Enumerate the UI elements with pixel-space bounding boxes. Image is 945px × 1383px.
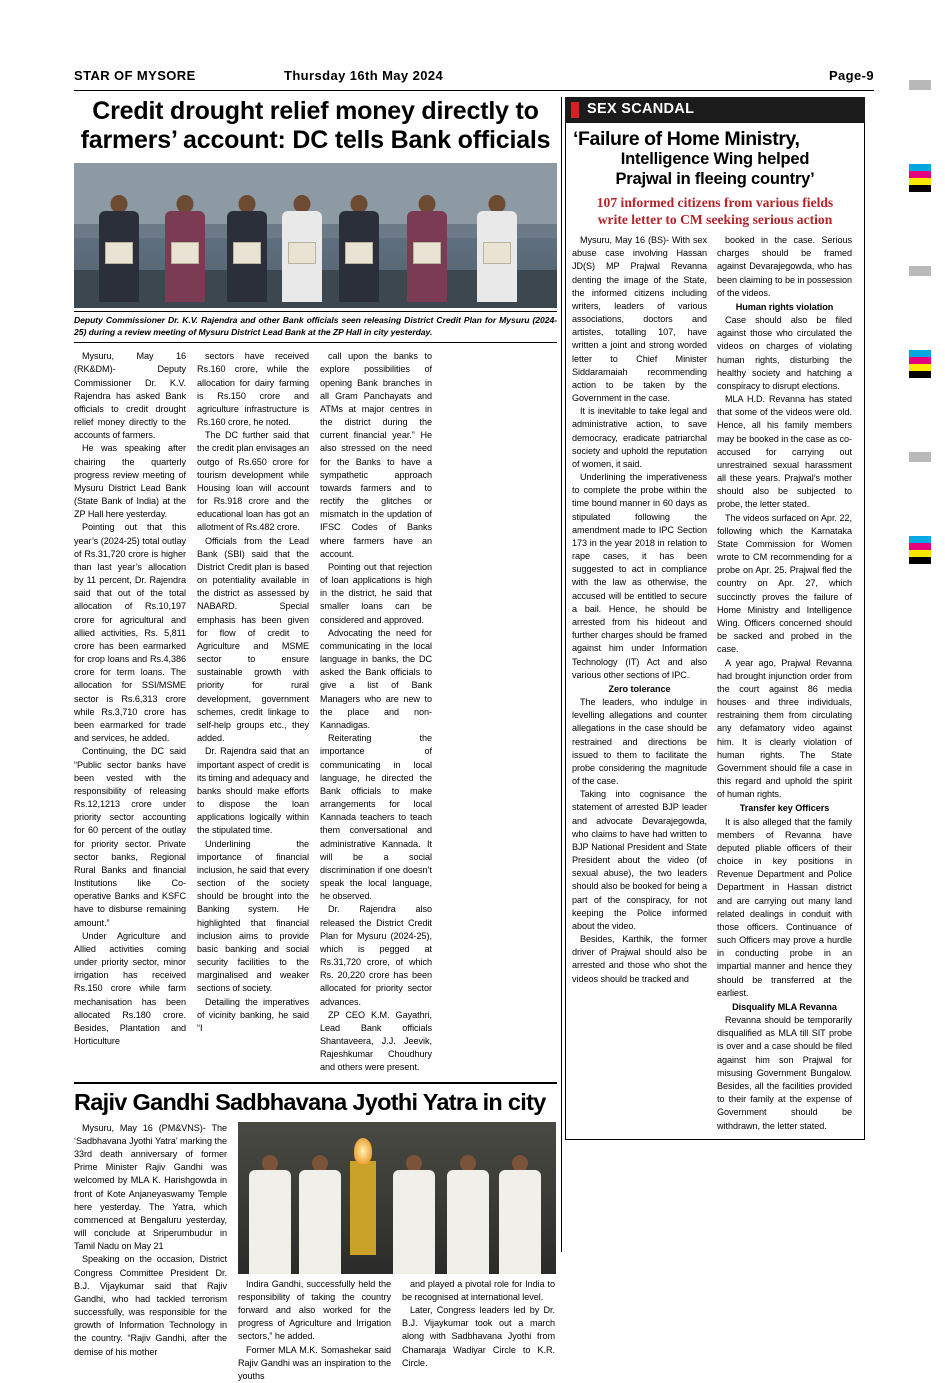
cmyk-bar-2	[909, 350, 931, 378]
paragraph: Later, Congress leaders led by Dr. B.J. Vijaykumar took out a march along with Sadbhavana Jyothi from Chamaraja Wadiyar Circle to K.R. Circle.	[402, 1304, 555, 1370]
cmyk-bar-1	[909, 164, 931, 192]
scandal-subhead-line1: 107 informed citizens from various fields	[572, 195, 858, 211]
paragraph: MLA H.D. Revanna has stated that some of the videos were old. Hence, all his family members may be booked in the case as co-accused for carrying out unrestrained sexual harassment all these years. Prajwal’s mother should also be subjected to probe, the letter stated.	[717, 393, 852, 512]
subheading: Transfer key Officers	[717, 802, 852, 815]
scandal-story	[565, 97, 865, 1140]
paragraph: He was speaking after chairing the quarterly progress review meeting of Mysuru District Lead Bank (State Bank of India) at the ZP Hall here yesterday.	[74, 442, 186, 521]
second-col-1	[74, 1122, 227, 1383]
masthead-divider	[74, 90, 874, 91]
scandal-col-2	[717, 234, 852, 1133]
paragraph: Underlining the imperativeness to complete the probe within the time bound manner in 60 days as stipulated following the amendment made to IPC Section 173 in the year 2018 in relation to rape cases, it has been suggested to act in compliance with the law as otherwise, the accused will be entitled to secure a bail. Hence, he should be arrested from his hideout and further charges should be framed against him under Information Technology (IT) Act and also various other sections of IPC.	[572, 471, 707, 682]
lead-col-1	[74, 350, 186, 1074]
second-photo	[238, 1122, 556, 1274]
paragraph: It is inevitable to take legal and administrative action, to save democracy, eradicate patriarchal society and uphold the reputation of women, it said.	[572, 405, 707, 471]
scandal-headline-line3: Prajwal in fleeing country’	[573, 170, 857, 189]
column-divider	[561, 97, 562, 1252]
lead-photo-caption: Deputy Commissioner Dr. K.V. Rajendra and other Bank officials seen releasing District Credit Plan for Mysuru (2024-25) during a review meeting of Mysuru District Lead Bank at the ZP Hall in city yesterday.	[74, 311, 557, 343]
scandal-body-box	[565, 123, 865, 1140]
paragraph: The videos surfaced on Apr. 22, following which the Karnataka State Commission for Women wrote to CM recommending for a probe on Apr. 25. Prajwal fled the country on Apr. 27, which succinctly proves the failure of Home Ministry and Intelligence Wing. Officers concerned should be sacked and probed in the case.	[717, 512, 852, 657]
paragraph: Besides, Karthik, the former driver of Prajwal should also be arrested and those who shot the videos should be tracked and	[572, 933, 707, 986]
lead-story	[74, 97, 557, 1383]
lead-photo	[74, 163, 557, 308]
second-body-columns	[74, 1122, 557, 1383]
story-separator	[74, 1082, 557, 1084]
subheading: Human rights violation	[717, 301, 852, 314]
registration-mark-3	[909, 452, 931, 462]
scandal-subhead-line2: write letter to CM seeking serious action	[572, 212, 858, 228]
masthead	[74, 68, 874, 90]
paragraph: Speaking on the occasion, District Congress Committee President Dr. B.J. Vijaykumar said that Rajiv Gandhi, who had tackled terrorism successfully, was responsible for the growth of Information Technology in the country. “Rajiv Gandhi, after the demise of his mother	[74, 1253, 227, 1358]
lead-body-columns	[74, 350, 557, 1074]
subheading: Zero tolerance	[572, 683, 707, 696]
paper-title: STAR OF MYSORE	[74, 68, 196, 83]
paragraph: Reiterating the importance of communicating in local language, he directed the Bank officials to make arrangements for local Kannada teachers to teach them conversational and administrative Kannada. It will be a social discrimination if one doesn’t speak the local language, he observed.	[320, 732, 432, 903]
lead-col-2	[197, 350, 309, 1074]
paragraph: Dr. Rajendra said that an important aspect of credit is its timing and adequacy and banks should make efforts to dispose the loan applications logically within the stipulated time.	[197, 745, 309, 837]
paragraph: The DC further said that the credit plan envisages an outgo of Rs.650 crore for tourism development while Housing loan will account for Rs.918 crore and the educational loan has got an allotment of Rs.482 crore.	[197, 429, 309, 534]
scandal-headline-line1: ‘Failure of Home Ministry,	[573, 129, 857, 150]
paragraph: A year ago, Prajwal Revanna had brought injunction order from the court against 86 media houses and three individuals, restraining them from circulating any defamatory video against him. It is clearly violation of human rights. The State Government should file a case in this regard and uphold the spirit of human rights.	[717, 657, 852, 802]
paragraph: Case should also be filed against those who circulated the videos on charges of violating human rights, disturbing the healthy society and hatching a conspiracy to disrupt elections.	[717, 314, 852, 393]
kicker-label: SEX SCANDAL	[587, 101, 694, 117]
scandal-headline-line2: Intelligence Wing helped	[573, 150, 857, 169]
paragraph: Mysuru, May 16 (RK&DM)- Deputy Commissioner Dr. K.V. Rajendra has asked Bank officials to credit drought relief money directly to the accounts of farmers.	[74, 350, 186, 442]
cmyk-bar-3	[909, 536, 931, 564]
paragraph: It is also alleged that the family members of Revanna have deputed pliable officers of their choice in key positions in Revenue Department and Police Department in Hassan district and are carrying out many land related dealings in conduit with those officers. Continuance of such Officers may prove a hurdle in conducting probe in an impartial manner and hence they should be transferred at the earliest.	[717, 816, 852, 1000]
paragraph: The leaders, who indulge in levelling allegations and counter allegations in the case should be restrained and directions be issued to them to facilitate the probe considering the magnitude of the case.	[572, 696, 707, 788]
lead-headline-line1: Credit drought relief money directly to	[92, 97, 538, 125]
paragraph: and played a pivotal role for India to be recognised at international level.	[402, 1278, 555, 1304]
paragraph: Mysuru, May 16 (BS)- With sex abuse case involving Hassan JD(S) MP Prajwal Revanna denting the image of the State, the informed citizens including writers, leaders of various associations, doctors and artistes, totalling 107, have written a joint and strong worded letter to Chief Minister Siddaramaiah recommending action to be taken by the Government in the case.	[572, 234, 707, 405]
paragraph: sectors have received Rs.160 crore, while the allocation for dairy farming is Rs.150 crore and agriculture infrastructure is Rs.160 crore, he noted.	[197, 350, 309, 429]
lead-col-3	[320, 350, 432, 1074]
paragraph: booked in the case. Serious charges should be framed against Devarajegowda, who has been claiming to be in possession of the videos.	[717, 234, 852, 300]
scandal-columns	[566, 234, 864, 1139]
paragraph: Under Agriculture and Allied activities coming under priority sector, minor irrigation has received Rs.150 crore while farm mechanisation has been allocated Rs.180 crore. Besides, Plantation and Horticulture	[74, 930, 186, 1049]
lead-headline-line2: farmers’ account: DC tells Bank officials	[81, 126, 551, 154]
paragraph: call upon the banks to explore possibilities of opening Bank branches in all Gram Panchayats and ATMs at major centres in the district during the current financial year.” He also stressed on the need for the Banks to have a sympathetic approach towards farmers and to rectify the glitches or mismatch in the updation of IFSC Codes of Banks where farmers have an account.	[320, 350, 432, 561]
paragraph: Taking into cognisance the statement of arrested BJP leader and advocate Devarajegowda, who claims to have had written to BJP National President and State President about the video (of sexual abuse), the two leaders should also be booked for being a part of the conspiracy, for not keeping the Police informed about the video.	[572, 788, 707, 933]
paragraph: Pointing out that rejection of loan applications is high in the district, he said that smaller loans can be considered and approved.	[320, 561, 432, 627]
paragraph: Pointing out that this year’s (2024-25) total outlay of Rs.31,720 crore is higher than last year’s allocation by 11 percent, Dr. Rajendra said that out of the total allocation of Rs.10,197 crore for agricultural and allied activities, Rs. 5,811 crore has been earmarked for crop loans and Rs.4,386 crore for term loans. The allocation for SSI/MSME sector is Rs.6,313 crore while Rs.3,710 crore has been earmarked for trade and services, he added.	[74, 521, 186, 745]
paragraph: Officials from the Lead Bank (SBI) said that the District Credit plan is based on potentiality available in the district as assessed by NABARD. Special emphasis has been given for flow of credit to Agriculture and MSME sector to ensure sustainable growth with priority for rural development, government schemes, credit linkage to self-help groups etc., they added.	[197, 535, 309, 746]
lead-col-4	[443, 350, 555, 1074]
registration-mark	[909, 80, 931, 90]
kicker-marker-icon	[571, 102, 579, 118]
paragraph: Underlining the importance of financial inclusion, he said that every section of the society should be brought into the Banking system. He highlighted that financial inclusion aims to provide basic banking and social security facilities to the marginalised and weaker sections of society.	[197, 838, 309, 996]
scandal-headline	[566, 123, 864, 189]
scandal-col-1	[572, 234, 707, 1133]
subheading: Disqualify MLA Revanna	[717, 1001, 852, 1014]
paragraph: Detailing the imperatives of vicinity banking, he said “I	[197, 996, 309, 1036]
paragraph: ZP CEO K.M. Gayathri, Lead Bank officials Shantaveera, J.J. Jeevik, Rajeshkumar Choudhury and others were present.	[320, 1009, 432, 1075]
second-col-2	[238, 1122, 556, 1383]
page-number: Page-9	[829, 68, 874, 83]
second-headline: Rajiv Gandhi Sadbhavana Jyothi Yatra in city	[74, 1089, 557, 1116]
paragraph: Dr. Rajendra also released the District Credit Plan for Mysuru (2024-25), which is pegged at Rs.31,720 crore, of which Rs. 20,220 crore has been allocated for priority sector advances.	[320, 903, 432, 1008]
paragraph: Indira Gandhi, successfully held the responsibility of taking the country forward and also worked for the progress of Agriculture and Irrigation sectors,” he added.	[238, 1278, 391, 1344]
publication-date: Thursday 16th May 2024	[284, 68, 443, 83]
paragraph: Continuing, the DC said “Public sector banks have been vested with the responsibility of releasing Rs.12,1213 crore under priority sector accounting for 60 percent of the outlay for priority sector. Private sector banks, Regional Rural Banks and financial Institutions like Co-operative Banks and KSFC have to disburse remaining amount.”	[74, 745, 186, 929]
lead-headline	[74, 97, 557, 155]
printer-marks	[909, 80, 931, 564]
paragraph: Former MLA M.K. Somashekar said Rajiv Gandhi was an inspiration to the youths	[238, 1344, 391, 1383]
scandal-subhead	[566, 189, 864, 234]
paragraph: Mysuru, May 16 (PM&VNS)- The ‘Sadbhavana Jyothi Yatra’ marking the 33rd death anniversary of former Prime Minister Rajiv Gandhi was welcomed by MLA K. Harishgowda in front of Kote Anjaneyaswamy Temple here yesterday. The Yatra, which commenced at Bengaluru yesterday, will conclude at Sriperumbudur in Tamil Nadu on May 21	[74, 1122, 227, 1254]
paragraph: Revanna should be temporarily disqualified as MLA till SIT probe is over and a case should be filed against him son Prajwal for misusing Government Bungalow. Besides, all the facilities provided to their family at the expense of Government should be withdrawn, the letter stated.	[717, 1014, 852, 1133]
registration-mark-2	[909, 266, 931, 276]
section-kicker	[565, 97, 865, 123]
paragraph: Advocating the need for communicating in the local language in banks, the DC asked the Bank officials to give a list of Bank Managers who are new to the place and non-Kannadigas.	[320, 627, 432, 732]
